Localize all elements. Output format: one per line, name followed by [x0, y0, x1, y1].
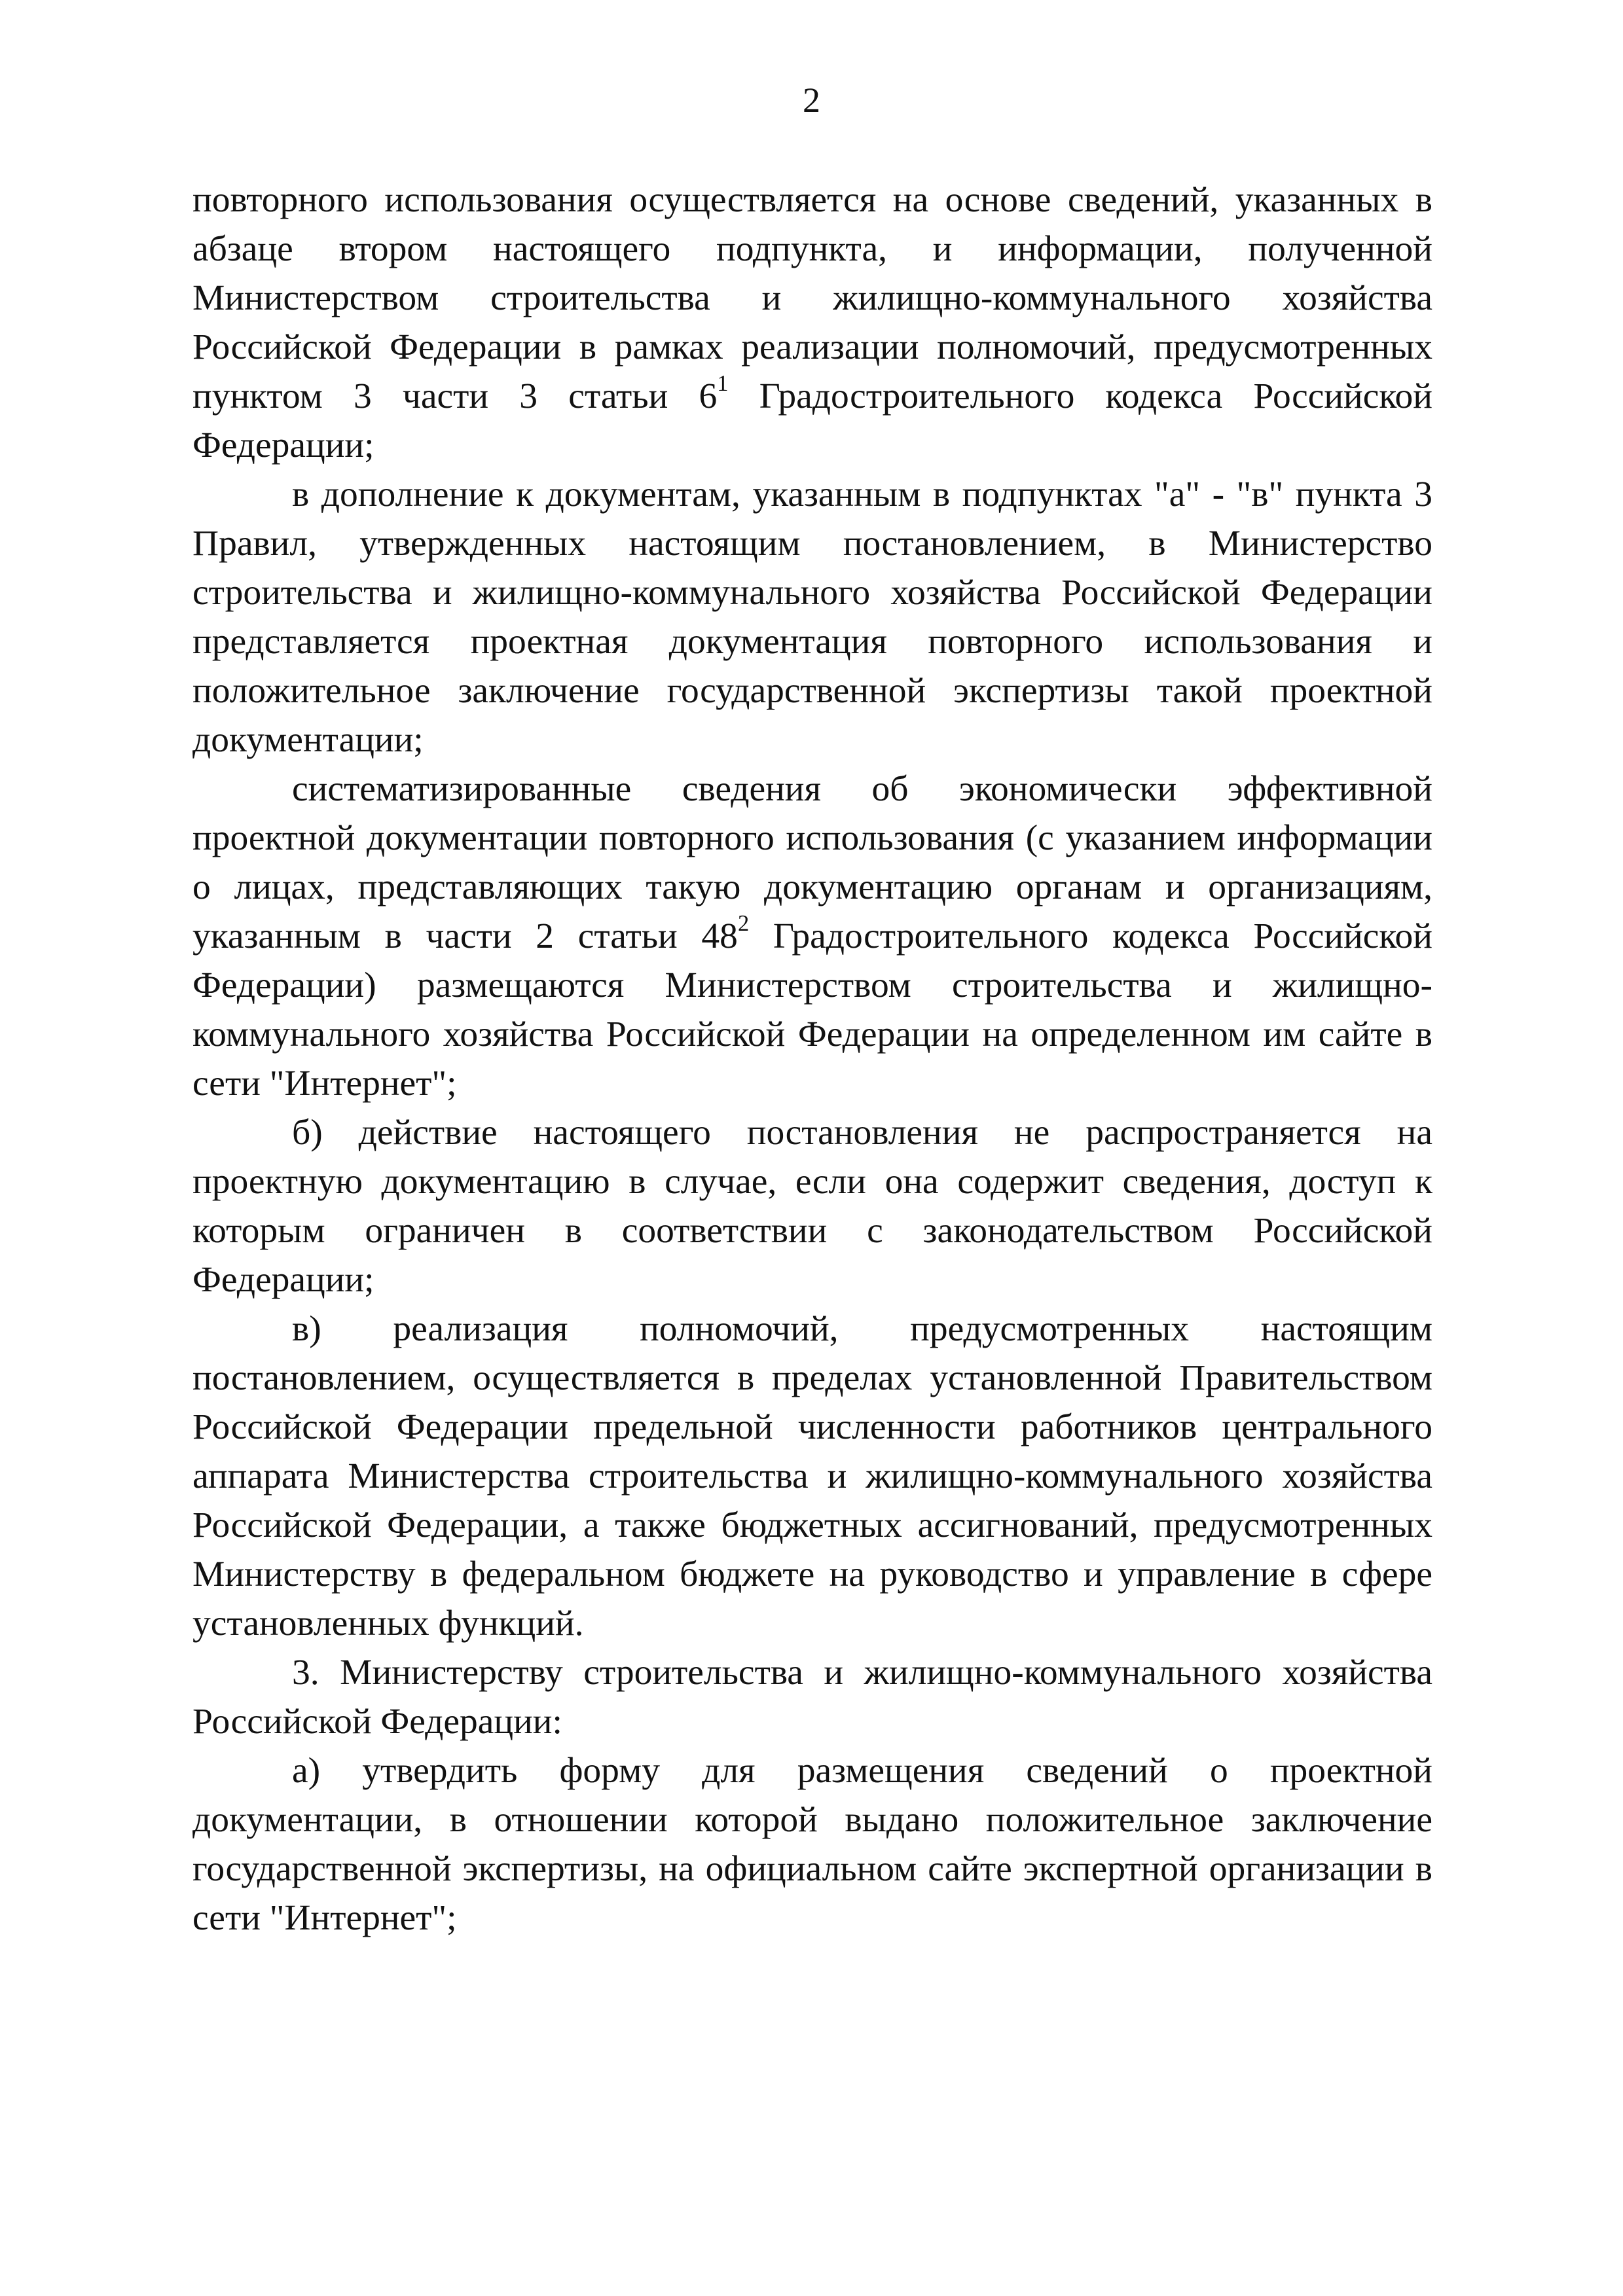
paragraph-4: б) действие настоящего постановления не распространяется на проектную документацию в случае, если она содержит сведения, доступ к которым ограничен в соответствии с законодательством Российской Федерации; — [192, 1113, 1432, 1300]
paragraph-1 — [192, 175, 1432, 470]
paragraph-3 — [192, 764, 1432, 1108]
superscript-2: 2 — [737, 911, 750, 937]
document-body — [192, 175, 1432, 1943]
paragraph-2: в дополнение к документам, указанным в подпунктах "а" - "в" пункта 3 Правил, утвержденных настоящим постановлением, в Министерство строительства и жилищно-коммунального хозяйства Российской Федерации представляется проектная документация повторного использования и положительное заключение государственной экспертизы такой проектной документации; — [192, 475, 1432, 760]
paragraph-3-text-start: систематизированные сведения об экономически эффективной проектной документации повторного использования (с указанием информации о лицах, представляющих такую документацию органам и организациям, указанным в части 2 статьи 48 — [192, 769, 1432, 956]
paragraph-5: в) реализация полномочий, предусмотренных настоящим постановлением, осуществляется в пределах установленной Правительством Российской Федерации предельной численности работников центрального аппарата Министерства строительства и жилищно-коммунального хозяйства Российской Федерации, а также бюджетных ассигнований, предусмотренных Министерству в федеральном бюджете на руководство и управление в сфере установленных функций. — [192, 1309, 1432, 1643]
page-number: 2 — [803, 81, 820, 120]
paragraph-3-text-end: Градостроительного кодекса Российской Федерации) размещаются Министерством строительства и жилищно-коммунального хозяйства Российской Федерации на определенном им сайте в сети "Интернет"; — [192, 916, 1432, 1103]
paragraph-1-text-start: повторного использования осуществляется на основе сведений, указанных в абзаце втором настоящего подпункта, и информации, полученной Министерством строительства и жилищно-коммунального хозяйства Российской Федерации в рамках реализации полномочий, предусмотренных пунктом 3 части 3 статьи 6 — [192, 180, 1432, 416]
superscript-1: 1 — [717, 371, 729, 397]
paragraph-1-text-end: Градостроительного кодекса Российской Федерации; — [192, 376, 1432, 465]
paragraph-6: 3. Министерству строительства и жилищно-коммунального хозяйства Российской Федерации: — [192, 1653, 1432, 1742]
paragraph-7: а) утвердить форму для размещения сведений о проектной документации, в отношении которой выдано положительное заключение государственной экспертизы, на официальном сайте экспертной организации в сети "Интернет"; — [192, 1751, 1432, 1938]
